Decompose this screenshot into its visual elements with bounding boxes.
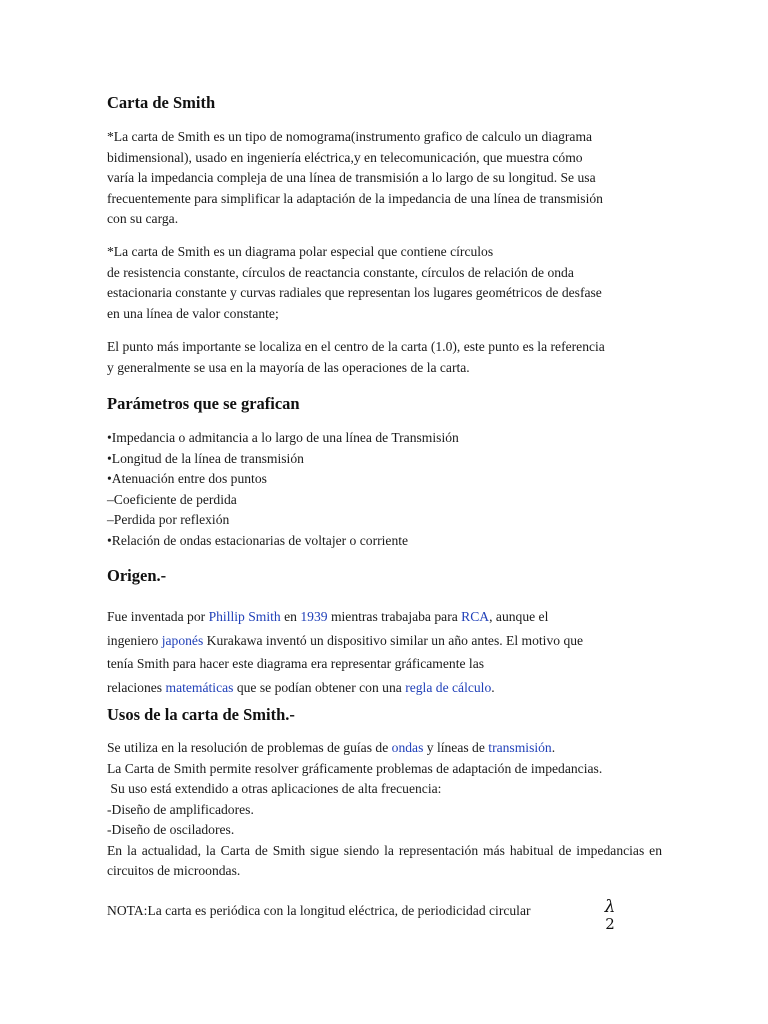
- text-line: [107, 605, 662, 629]
- text-line: *La carta de Smith es un diagrama polar especial que contiene círculos: [107, 244, 494, 259]
- text-line: [107, 738, 662, 759]
- link-transmision[interactable]: transmisión: [488, 740, 552, 755]
- text-line: estacionaria constante y curvas radiales que representan los lugares geométricos de desfase: [107, 285, 602, 300]
- list-item: •Impedancia o admitancia a lo largo de una línea de Transmisión: [107, 430, 459, 445]
- text-line: en una línea de valor constante;: [107, 305, 279, 321]
- text-line: [107, 629, 662, 653]
- link-phillip-smith[interactable]: Phillip Smith: [208, 609, 281, 624]
- text-line: El punto más importante se localiza en el centro de la carta (1.0), este punto es la referencia: [107, 339, 605, 354]
- text-run: Fue inventada por: [107, 609, 209, 624]
- paragraph-nota: [107, 901, 662, 922]
- lambda-over-two-fraction: [603, 898, 617, 932]
- list-item: •Longitud de la línea de transmisión: [107, 450, 304, 466]
- heading-origen: Origen.-: [107, 566, 167, 585]
- text-line: y generalmente se usa en la mayoría de las operaciones de la carta.: [107, 359, 470, 375]
- list-item: –Perdida por reflexión: [107, 512, 230, 527]
- fraction-denominator: 2: [605, 915, 615, 933]
- text-run: Se utiliza en la resolución de problemas de guías de: [107, 740, 392, 755]
- text-line: -Diseño de osciladores.: [107, 822, 235, 837]
- paragraph-polar-diagram: [107, 242, 662, 324]
- paragraph-center-point: [107, 337, 662, 378]
- text-run: y líneas de: [423, 740, 489, 755]
- text-run: .: [551, 740, 556, 755]
- text-line: de resistencia constante, círculos de reactancia constante, círculos de relación de onda: [107, 264, 574, 280]
- paragraph-origen: [107, 605, 662, 699]
- text-run: ingeniero: [107, 632, 162, 648]
- text-run: relaciones: [107, 679, 166, 695]
- text-line: [107, 676, 662, 700]
- text-line: tenía Smith para hacer este diagrama era representar gráficamente las: [107, 656, 485, 671]
- text-line: -Diseño de amplificadores.: [107, 801, 254, 817]
- text-line: con su carga.: [107, 211, 179, 226]
- paragraph-usos: [107, 738, 662, 882]
- link-ondas[interactable]: ondas: [391, 740, 424, 755]
- list-item: •Atenuación entre dos puntos: [107, 471, 267, 486]
- heading-carta-de-smith: Carta de Smith: [107, 93, 216, 112]
- text-line-justified: En la actualidad, la Carta de Smith sigue siendo la representación más habitual de impedancias en circuitos de microondas.: [107, 842, 662, 878]
- text-run: Kurakawa inventó un dispositivo similar un año antes. El motivo que: [203, 632, 584, 648]
- link-regla-de-calculo[interactable]: regla de cálculo: [405, 679, 492, 695]
- parameters-list: [107, 428, 459, 551]
- text-line: frecuentemente para simplificar la adaptación de la impedancia de una línea de transmisión: [107, 190, 603, 206]
- list-item: –Coeficiente de perdida: [107, 491, 237, 507]
- link-matematicas[interactable]: matemáticas: [165, 679, 234, 695]
- text-run: que se podían obtener con una: [233, 679, 406, 695]
- text-line: La Carta de Smith permite resolver gráficamente problemas de adaptación de impedancias.: [107, 760, 603, 776]
- text-run: mientras trabajaba para: [327, 609, 462, 624]
- text-line: varía la impedancia compleja de una línea de transmisión a lo largo de su longitud. Se usa: [107, 170, 596, 185]
- text-run: .: [491, 679, 495, 695]
- text-line: Su uso está extendido a otras aplicaciones de alta frecuencia:: [107, 781, 442, 796]
- heading-usos: Usos de la carta de Smith.-: [107, 705, 295, 724]
- text-run: en: [280, 609, 301, 624]
- link-1939[interactable]: 1939: [300, 609, 328, 624]
- fraction-numerator: λ: [604, 897, 616, 917]
- heading-parametros: Parámetros que se grafican: [107, 394, 300, 413]
- paragraph-definition: [107, 127, 662, 230]
- list-item: •Relación de ondas estacionarias de voltajer o corriente: [107, 532, 409, 548]
- text-run: , aunque el: [489, 609, 549, 624]
- text-line: NOTA:La carta es periódica con la longitud eléctrica, de periodicidad circular: [107, 903, 531, 918]
- text-line: *La carta de Smith es un tipo de nomograma(instrumento grafico de calculo un diagrama: [107, 129, 593, 144]
- link-japones[interactable]: japonés: [161, 632, 204, 648]
- link-rca[interactable]: RCA: [461, 609, 490, 624]
- text-line: bidimensional), usado en ingeniería eléctrica,y en telecomunicación, que muestra cómo: [107, 149, 583, 165]
